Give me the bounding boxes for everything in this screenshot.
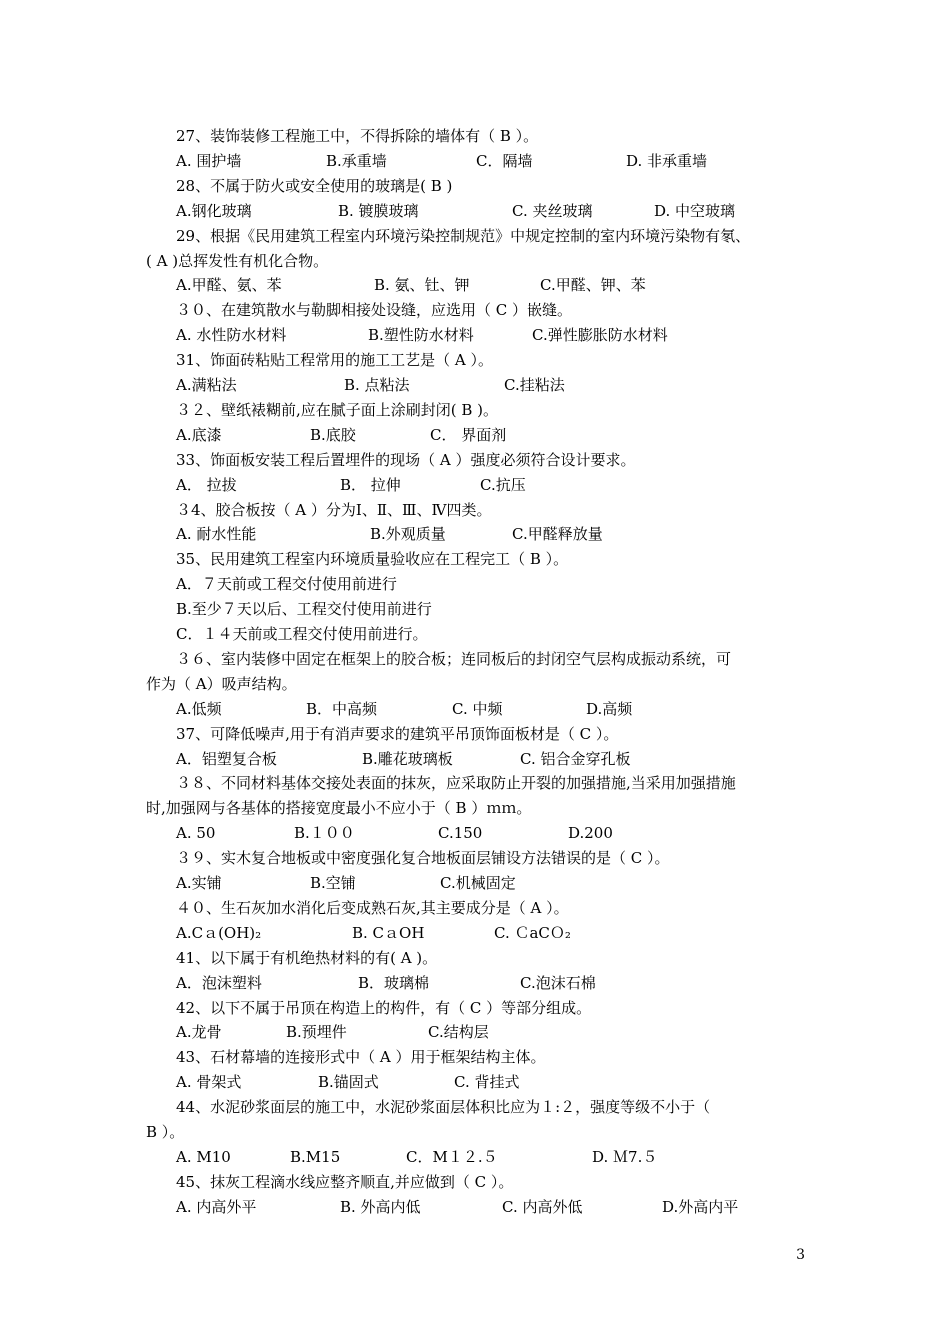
answer-option: A．铝塑复合板 [176, 750, 277, 768]
answer-option: B. 点粘法 [344, 376, 410, 394]
question-line: 42、以下不属于吊顶在构造上的构件，有（ C ）等部分组成。 [176, 999, 592, 1017]
answer-option: C. 中频 [452, 700, 503, 718]
answer-option: C． 界面剂 [430, 426, 507, 444]
answer-option: A.Cａ(OH)₂ [176, 924, 262, 942]
answer-option: B.空铺 [310, 874, 356, 892]
answer-option: B.１００ [294, 824, 355, 842]
answer-option: D. 非承重墙 [626, 152, 708, 170]
answer-option: B.底胶 [310, 426, 356, 444]
answer-option: A．泡沫塑料 [176, 974, 262, 992]
answer-option: C．M１２.５ [406, 1148, 498, 1166]
answer-option: C. 铝合金穿孔板 [520, 750, 631, 768]
answer-option: A. 水性防水材料 [176, 326, 287, 344]
answer-option: B.锚固式 [318, 1073, 379, 1091]
question-line: 41、以下属于有机绝热材料的有( A )。 [176, 949, 438, 967]
answer-option: B．中高频 [306, 700, 378, 718]
question-line: 45、抹灰工程滴水线应整齐顺直,并应做到（ C ）。 [176, 1173, 514, 1191]
answer-option: A.甲醛、氨、苯 [176, 276, 282, 294]
answer-option: A.实铺 [176, 874, 222, 892]
answer-option: C.甲醛释放量 [512, 525, 603, 543]
answer-option: C.结构层 [428, 1023, 489, 1041]
answer-option: B. CａOH [352, 924, 425, 942]
question-line: B.至少７天以后、工程交付使用前进行 [176, 600, 432, 618]
answer-option: B．玻璃棉 [358, 974, 430, 992]
question-line: ４０、生石灰加水消化后变成熟石灰,其主要成分是（ A ）。 [176, 899, 569, 917]
question-line: 31、饰面砖粘贴工程常用的施工工艺是（ A ）。 [176, 351, 493, 369]
question-line: 28、不属于防火或安全使用的玻璃是( B ) [176, 177, 453, 195]
question-continuation: 时,加强网与各基体的搭接宽度最小不应小于（ B ）ｍｍ。 [146, 799, 532, 817]
answer-option: C.泡沫石棉 [520, 974, 596, 992]
answer-option: C．隔墙 [476, 152, 533, 170]
answer-option: D.200 [568, 824, 613, 842]
question-line: ３９、实木复合地板或中密度强化复合地板面层铺设方法错误的是（ C ）。 [176, 849, 670, 867]
answer-option: C.弹性膨胀防水材料 [532, 326, 668, 344]
answer-option: B. 外高内低 [340, 1198, 421, 1216]
answer-option: A. 内高外平 [176, 1198, 257, 1216]
answer-option: C. 夹丝玻璃 [512, 202, 593, 220]
answer-option: B.承重墙 [326, 152, 387, 170]
answer-option: A. 耐水性能 [176, 525, 257, 543]
question-line: 27、装饰装修工程施工中，不得拆除的墙体有（ B ）。 [176, 127, 539, 145]
answer-option: B.雕花玻璃板 [362, 750, 453, 768]
answer-option: C.甲醛、钾、苯 [540, 276, 646, 294]
question-line: ３８、不同材料基体交接处表面的抹灰，应采取防止开裂的加强措施,当采用加强措施 [176, 774, 736, 792]
question-line: 44、水泥砂浆面层的施工中，水泥砂浆面层体积比应为１:２，强度等级不小于（ [176, 1098, 711, 1116]
answer-option: A.低频 [176, 700, 222, 718]
answer-option: A.底漆 [176, 426, 222, 444]
answer-option: C.挂粘法 [504, 376, 565, 394]
answer-option: B． 拉伸 [340, 476, 401, 494]
answer-option: A.满粘法 [176, 376, 237, 394]
answer-option: C.抗压 [480, 476, 526, 494]
question-line: 35、民用建筑工程室内环境质量验收应在工程完工（ B ）。 [176, 550, 569, 568]
answer-option: B.M15 [290, 1148, 341, 1166]
answer-option: B. 镀膜玻璃 [338, 202, 419, 220]
question-line: ３６、室内装修中固定在框架上的胶合板；连同板后的封闭空气层构成振动系统，可 [176, 650, 732, 668]
answer-option: A. 围护墙 [176, 152, 242, 170]
answer-option: A. M10 [176, 1148, 231, 1166]
question-line: 43、石材幕墙的连接形式中（ A ）用于框架结构主体。 [176, 1048, 546, 1066]
question-line: A．７天前或工程交付使用前进行 [176, 575, 397, 593]
answer-option: A. 50 [176, 824, 216, 842]
answer-option: C.150 [438, 824, 483, 842]
answer-option: A.钢化玻璃 [176, 202, 252, 220]
question-line: 29、根据《民用建筑工程室内环境污染控制规范》中规定控制的室内环境污染物有氡、 [176, 227, 751, 245]
answer-option: A． 拉拔 [176, 476, 237, 494]
answer-option: A. 骨架式 [176, 1073, 242, 1091]
answer-option: C. 背挂式 [454, 1073, 520, 1091]
question-line: ３4、胶合板按（ A ）分为Ⅰ、Ⅱ、Ⅲ、Ⅳ四类。 [176, 501, 492, 519]
answer-option: D. Ｍ7.５ [592, 1148, 658, 1166]
answer-option: C. ＣaCＯ₂ [494, 924, 571, 942]
question-line: 37、可降低噪声,用于有消声要求的建筑平吊顶饰面板材是（ C ）。 [176, 725, 619, 743]
question-continuation: ( A )总挥发性有机化合物。 [146, 252, 329, 270]
answer-option: D. 中空玻璃 [654, 202, 736, 220]
question-continuation: B ）。 [146, 1123, 185, 1141]
answer-option: B.预埋件 [286, 1023, 347, 1041]
page-number: 3 [796, 1247, 805, 1263]
answer-option: D.高频 [586, 700, 633, 718]
answer-option: D.外高内平 [662, 1198, 739, 1216]
question-line: C．１４天前或工程交付使用前进行。 [176, 625, 428, 643]
answer-option: B.外观质量 [370, 525, 446, 543]
answer-option: B. 氨、钍、钾 [374, 276, 470, 294]
answer-option: B.塑性防水材料 [368, 326, 474, 344]
question-line: ３０、在建筑散水与勒脚相接处设缝，应选用（ C ）嵌缝。 [176, 301, 573, 319]
question-line: 33、饰面板安装工程后置埋件的现场（ A ）强度必须符合设计要求。 [176, 451, 636, 469]
answer-option: C.机械固定 [440, 874, 516, 892]
question-line: ３２、壁纸裱糊前,应在腻子面上涂刷封闭( B )。 [176, 401, 499, 419]
answer-option: C. 内高外低 [502, 1198, 583, 1216]
answer-option: A.龙骨 [176, 1023, 222, 1041]
question-continuation: 作为（ A）吸声结构。 [146, 675, 297, 693]
